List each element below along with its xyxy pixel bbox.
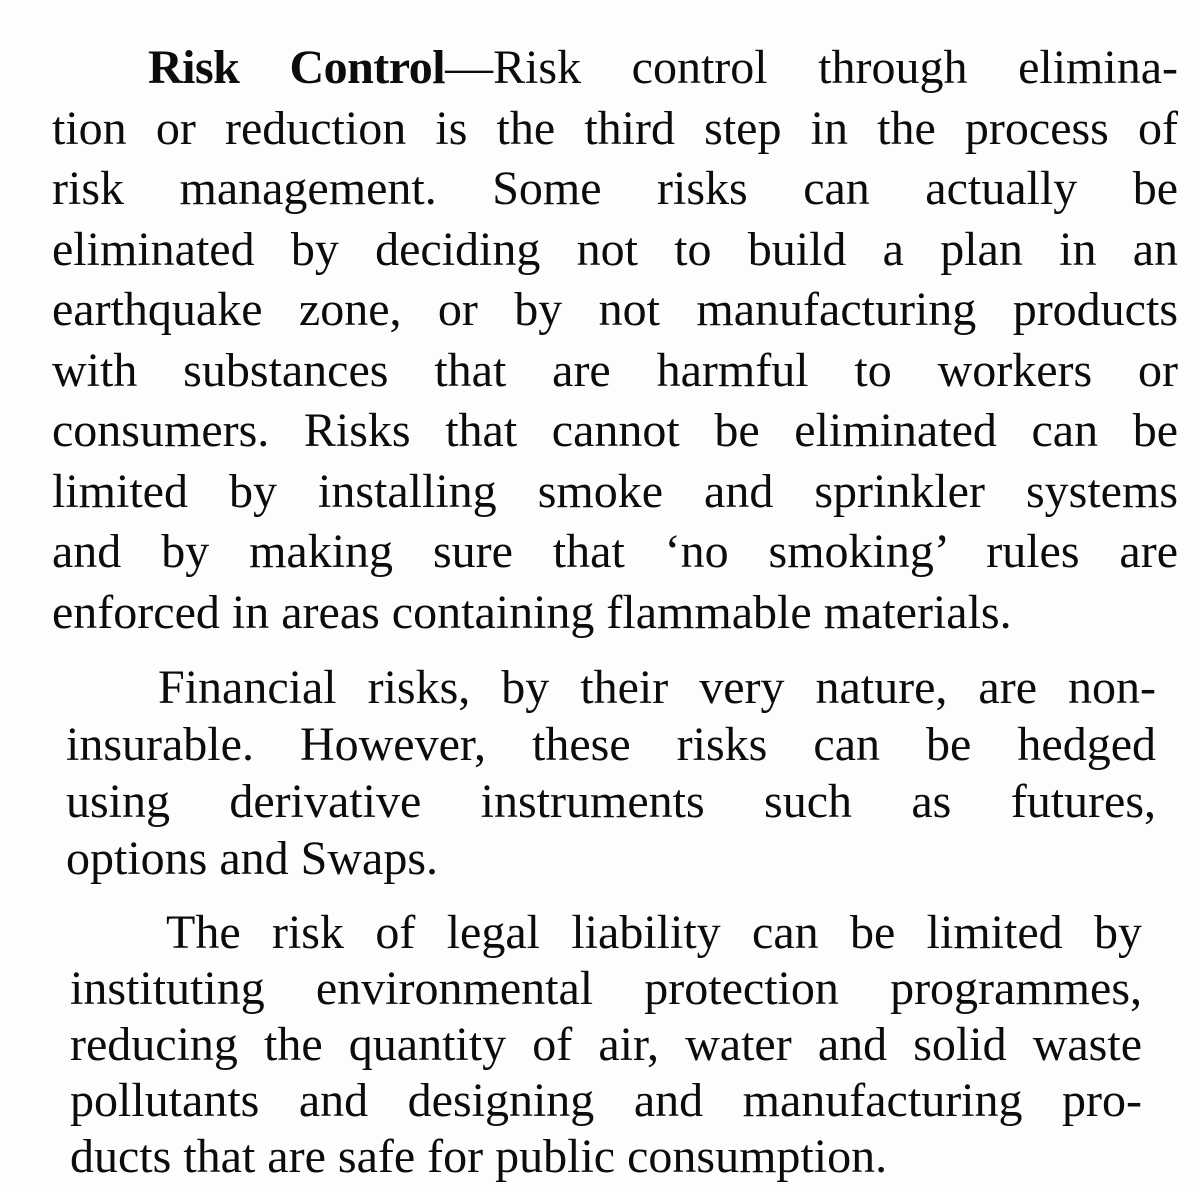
text-line: limited by installing smoke and sprinkler systems: [52, 464, 1178, 518]
text-line: instituting environmental protection programmes,: [70, 962, 1142, 1015]
paragraph-risk-control: [52, 38, 1178, 643]
text-line: The risk of legal liability can be limited by: [166, 906, 1142, 959]
text-line: risk management. Some risks can actually be: [52, 162, 1178, 215]
section-heading: Risk Control: [148, 41, 446, 94]
text-line: options and Swaps.: [66, 832, 438, 885]
text-line: Financial risks, by their very nature, are non-: [158, 661, 1156, 714]
paragraph-legal-liability: [70, 905, 1142, 1185]
paragraph-financial-risks: [66, 659, 1156, 887]
text-line: enforced in areas containing flammable materials.: [52, 585, 1012, 639]
text-line: ducts that are safe for public consumption.: [70, 1130, 888, 1183]
text-line-content: —Risk control through elimina-: [445, 41, 1178, 94]
text-line: consumers. Risks that cannot be eliminated can be: [52, 404, 1178, 457]
text-line: reducing the quantity of air, water and solid waste: [70, 1018, 1142, 1071]
text-line: insurable. However, these risks can be hedged: [66, 718, 1156, 771]
text-line: pollutants and designing and manufacturing pro-: [70, 1074, 1142, 1127]
text-line: [52, 38, 1178, 99]
text-line: earthquake zone, or by not manufacturing products: [52, 283, 1178, 336]
text-line: tion or reduction is the third step in the process of: [52, 101, 1178, 155]
text-line: with substances that are harmful to workers or: [52, 343, 1178, 397]
text-line: and by making sure that ‘no smoking’ rules are: [52, 525, 1178, 578]
text-line: eliminated by deciding not to build a plan in an: [52, 222, 1178, 276]
text-line: using derivative instruments such as futures,: [66, 775, 1156, 828]
